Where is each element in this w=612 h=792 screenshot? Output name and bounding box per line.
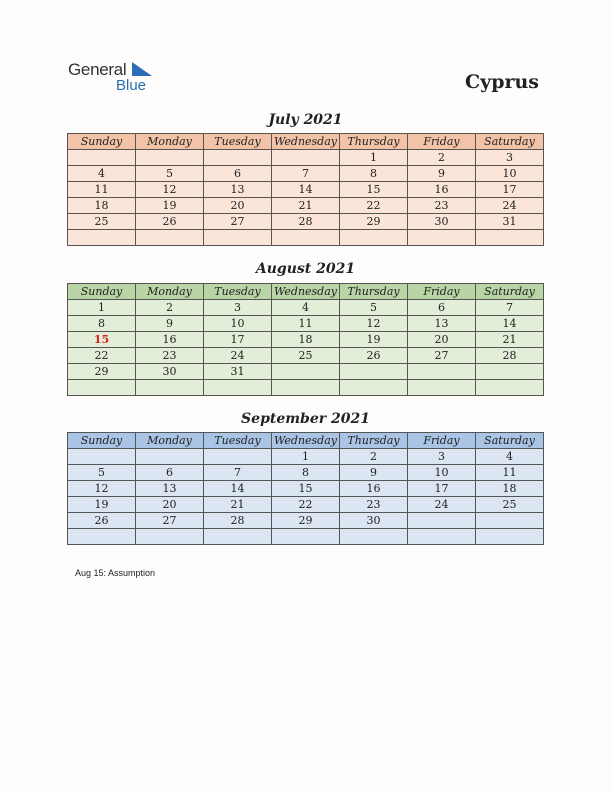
day-cell [68,150,136,166]
day-cell: 19 [340,332,408,348]
day-cell: 3 [476,150,544,166]
day-cell: 4 [476,449,544,465]
weekday-header: Saturday [476,433,544,449]
week-row [68,198,544,214]
day-cell [204,150,272,166]
day-cell: 9 [340,465,408,481]
day-cell [476,364,544,380]
day-cell: 6 [136,465,204,481]
day-cell [340,380,408,396]
weekday-header: Friday [408,134,476,150]
day-cell [136,529,204,545]
day-cell: 27 [136,513,204,529]
calendar-august [67,283,544,396]
month-title-september: September 2021 [241,411,370,427]
day-cell [68,529,136,545]
day-cell: 28 [204,513,272,529]
day-cell [68,380,136,396]
day-cell [476,230,544,246]
day-cell: 1 [68,300,136,316]
day-cell: 20 [204,198,272,214]
day-cell: 5 [136,166,204,182]
day-cell: 13 [204,182,272,198]
day-cell: 5 [68,465,136,481]
weekday-header: Thursday [340,284,408,300]
day-cell: 27 [204,214,272,230]
day-cell: 18 [68,198,136,214]
day-cell: 9 [136,316,204,332]
week-row [68,316,544,332]
day-cell: 24 [476,198,544,214]
day-cell: 1 [272,449,340,465]
day-cell: 2 [340,449,408,465]
day-cell: 27 [408,348,476,364]
weekday-header: Tuesday [204,134,272,150]
logo-flag-icon [132,62,152,76]
day-cell: 29 [340,214,408,230]
weekday-header: Sunday [68,134,136,150]
day-cell: 25 [272,348,340,364]
day-cell [136,380,204,396]
day-cell: 2 [136,300,204,316]
day-cell: 10 [408,465,476,481]
day-cell [340,230,408,246]
week-row [68,380,544,396]
day-cell: 23 [340,497,408,513]
calendar-july [67,133,544,246]
weekday-header: Saturday [476,284,544,300]
day-cell: 17 [408,481,476,497]
day-cell: 12 [340,316,408,332]
day-cell [340,364,408,380]
day-cell: 31 [476,214,544,230]
day-cell: 17 [476,182,544,198]
day-cell: 4 [272,300,340,316]
day-cell [408,513,476,529]
day-cell: 24 [408,497,476,513]
day-cell: 5 [340,300,408,316]
month-title-july: July 2021 [268,112,343,128]
day-cell [204,380,272,396]
day-cell: 21 [204,497,272,513]
day-cell: 6 [204,166,272,182]
day-cell: 30 [340,513,408,529]
day-cell: 19 [136,198,204,214]
day-cell [408,529,476,545]
day-cell: 23 [136,348,204,364]
week-row [68,332,544,348]
day-cell: 4 [68,166,136,182]
calendar-september [67,432,544,545]
day-cell: 3 [408,449,476,465]
week-row [68,497,544,513]
week-row [68,513,544,529]
week-row [68,166,544,182]
day-cell: 25 [68,214,136,230]
day-cell: 8 [68,316,136,332]
day-cell: 22 [340,198,408,214]
weekday-header: Monday [136,433,204,449]
day-cell [204,449,272,465]
weekday-header: Sunday [68,284,136,300]
day-cell: 8 [272,465,340,481]
day-cell: 22 [272,497,340,513]
day-cell [272,230,340,246]
weekday-header: Friday [408,433,476,449]
day-cell: 26 [340,348,408,364]
day-cell [204,529,272,545]
day-cell: 22 [68,348,136,364]
day-cell: 26 [136,214,204,230]
holiday-note: Aug 15: Assumption [75,568,156,578]
week-row [68,529,544,545]
day-cell [408,380,476,396]
day-cell: 18 [272,332,340,348]
day-cell: 18 [476,481,544,497]
day-cell: 25 [476,497,544,513]
weekday-header: Thursday [340,134,408,150]
weekday-header: Monday [136,284,204,300]
day-cell [136,150,204,166]
day-cell: 11 [272,316,340,332]
day-cell: 24 [204,348,272,364]
day-cell [272,364,340,380]
day-cell [476,513,544,529]
day-cell: 12 [68,481,136,497]
day-cell: 2 [408,150,476,166]
day-cell: 16 [136,332,204,348]
day-cell: 3 [204,300,272,316]
weekday-header: Friday [408,284,476,300]
weekday-header: Wednesday [272,284,340,300]
week-row [68,214,544,230]
day-cell: 16 [340,481,408,497]
day-cell [136,230,204,246]
day-cell: 13 [136,481,204,497]
day-cell: 30 [136,364,204,380]
day-cell: 7 [272,166,340,182]
day-cell [272,150,340,166]
weekday-header: Monday [136,134,204,150]
day-cell: 11 [68,182,136,198]
weekday-header: Thursday [340,433,408,449]
day-cell: 20 [136,497,204,513]
weekday-header: Saturday [476,134,544,150]
day-cell: 13 [408,316,476,332]
week-row [68,300,544,316]
day-cell: 12 [136,182,204,198]
day-cell: 14 [204,481,272,497]
week-row [68,481,544,497]
day-cell: 28 [476,348,544,364]
weekday-header: Sunday [68,433,136,449]
day-cell: 26 [68,513,136,529]
day-cell [136,449,204,465]
day-cell: 10 [476,166,544,182]
day-cell: 20 [408,332,476,348]
day-cell: 8 [340,166,408,182]
day-cell [272,380,340,396]
week-row [68,230,544,246]
day-cell: 14 [476,316,544,332]
week-row [68,449,544,465]
weekday-header: Tuesday [204,284,272,300]
day-cell: 23 [408,198,476,214]
day-cell: 29 [272,513,340,529]
day-cell: 11 [476,465,544,481]
day-cell: 6 [408,300,476,316]
day-cell [476,529,544,545]
day-cell: 21 [476,332,544,348]
day-cell: 15 [272,481,340,497]
month-title-august: August 2021 [255,261,356,277]
weekday-header: Wednesday [272,134,340,150]
day-cell [408,230,476,246]
day-cell: 31 [204,364,272,380]
holiday-day-cell: 15 [68,332,136,348]
day-cell: 29 [68,364,136,380]
day-cell: 16 [408,182,476,198]
week-row [68,182,544,198]
week-row [68,150,544,166]
day-cell: 15 [340,182,408,198]
day-cell: 7 [476,300,544,316]
week-row [68,465,544,481]
logo-text-blue: Blue [116,77,147,94]
country-title: Cyprus [465,71,539,93]
day-cell: 19 [68,497,136,513]
day-cell: 21 [272,198,340,214]
day-cell: 30 [408,214,476,230]
day-cell [272,529,340,545]
day-cell [340,529,408,545]
day-cell [68,230,136,246]
day-cell: 14 [272,182,340,198]
day-cell: 28 [272,214,340,230]
day-cell: 9 [408,166,476,182]
weekday-header: Tuesday [204,433,272,449]
day-cell: 17 [204,332,272,348]
day-cell [476,380,544,396]
week-row [68,348,544,364]
day-cell [204,230,272,246]
week-row [68,364,544,380]
day-cell: 7 [204,465,272,481]
logo [68,60,168,100]
logo-text-general: General [68,60,127,79]
day-cell: 1 [340,150,408,166]
day-cell [68,449,136,465]
day-cell: 10 [204,316,272,332]
weekday-header: Wednesday [272,433,340,449]
day-cell [408,364,476,380]
